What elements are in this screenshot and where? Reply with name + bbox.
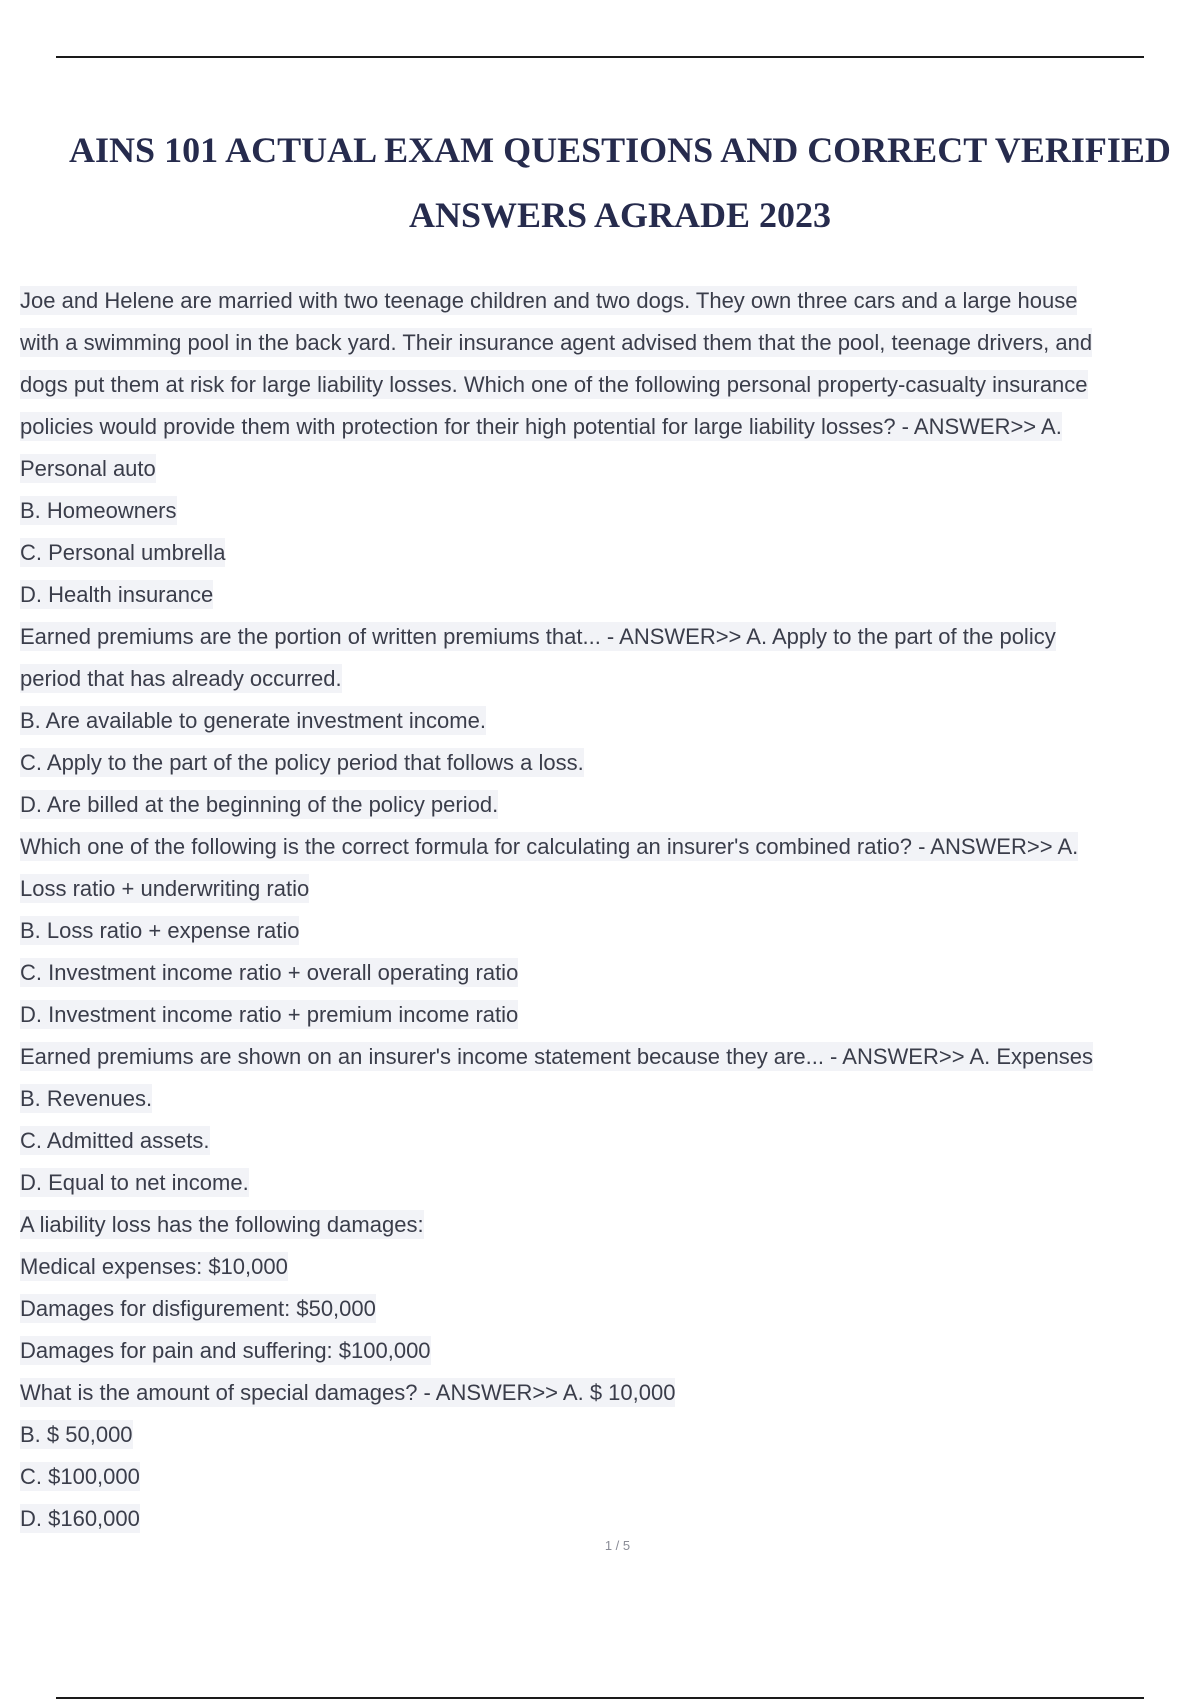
text-line-content: Joe and Helene are married with two teenage children and two dogs. They own three cars and a large house [20, 288, 1078, 313]
text-line [20, 994, 1200, 1036]
text-line-content: D. Health insurance [20, 582, 214, 607]
text-line [20, 1498, 1200, 1540]
title-line-2: ANSWERS AGRADE 2023 [408, 195, 832, 235]
text-line [20, 1456, 1200, 1498]
text-line-content: Earned premiums are the portion of written premiums that... - ANSWER>> A. Apply to the part of the policy [20, 624, 1056, 649]
text-line-content: B. Revenues. [20, 1086, 153, 1111]
document-body [20, 280, 1200, 1540]
text-line [20, 490, 1200, 532]
text-line-content: C. Personal umbrella [20, 540, 226, 565]
text-line-content: C. Apply to the part of the policy period that follows a loss. [20, 750, 584, 775]
text-line-content: C. Admitted assets. [20, 1128, 210, 1153]
text-line [20, 1246, 1200, 1288]
page-title [20, 118, 1200, 248]
text-line-content: B. Are available to generate investment income. [20, 708, 486, 733]
text-line-content: A liability loss has the following damages: [20, 1212, 424, 1237]
text-line-content: B. $ 50,000 [20, 1422, 133, 1447]
text-line [20, 1372, 1200, 1414]
text-line-content: D. $160,000 [20, 1506, 140, 1531]
text-line [20, 952, 1200, 994]
text-line-content: Which one of the following is the correct formula for calculating an insurer's combined ratio? - ANSWER>> A. [20, 834, 1079, 859]
text-line [20, 1036, 1200, 1078]
text-line [20, 826, 1200, 868]
text-line-content: Damages for disfigurement: $50,000 [20, 1296, 376, 1321]
text-line-content: C. Investment income ratio + overall operating ratio [20, 960, 519, 985]
text-line [20, 784, 1200, 826]
text-line [20, 1078, 1200, 1120]
text-line-content: Damages for pain and suffering: $100,000 [20, 1338, 431, 1363]
text-line [20, 1330, 1200, 1372]
text-line-content: D. Investment income ratio + premium income ratio [20, 1002, 519, 1027]
text-line-content: policies would provide them with protection for their high potential for large liability losses? - ANSWER>> A. [20, 414, 1062, 439]
text-line-content: B. Homeowners [20, 498, 177, 523]
text-line [20, 742, 1200, 784]
text-line [20, 574, 1200, 616]
text-line [20, 322, 1200, 364]
text-line-content: with a swimming pool in the back yard. Their insurance agent advised them that the pool, teenage drivers, and [20, 330, 1093, 355]
text-line-content: Medical expenses: $10,000 [20, 1254, 288, 1279]
text-line [20, 658, 1200, 700]
top-rule [56, 56, 1144, 58]
text-line [20, 1120, 1200, 1162]
text-line-content: D. Equal to net income. [20, 1170, 249, 1195]
bottom-rule [56, 1697, 1144, 1699]
text-line-content: Loss ratio + underwriting ratio [20, 876, 310, 901]
text-line [20, 1288, 1200, 1330]
text-line-content: period that has already occurred. [20, 666, 342, 691]
text-line [20, 616, 1200, 658]
text-line-content: B. Loss ratio + expense ratio [20, 918, 300, 943]
text-line-content: What is the amount of special damages? - ANSWER>> A. $ 10,000 [20, 1380, 676, 1405]
text-line-content: C. $100,000 [20, 1464, 140, 1489]
title-line-1: AINS 101 ACTUAL EXAM QUESTIONS AND CORRECT VERIFIED [69, 130, 1171, 170]
text-line-content: D. Are billed at the beginning of the policy period. [20, 792, 499, 817]
text-line-content: dogs put them at risk for large liability losses. Which one of the following personal property-casualty insurance [20, 372, 1088, 397]
text-line [20, 406, 1200, 448]
text-line-content: Personal auto [20, 456, 156, 481]
text-line [20, 1162, 1200, 1204]
text-line [20, 1204, 1200, 1246]
text-line [20, 532, 1200, 574]
page-indicator: 1 / 5 [604, 1538, 631, 1553]
text-line [20, 448, 1200, 490]
text-line [20, 910, 1200, 952]
text-line [20, 700, 1200, 742]
text-line [20, 868, 1200, 910]
text-line-content: Earned premiums are shown on an insurer's income statement because they are... - ANSWER>> A. Expenses [20, 1044, 1093, 1069]
text-line [20, 364, 1200, 406]
text-line [20, 280, 1200, 322]
text-line [20, 1414, 1200, 1456]
